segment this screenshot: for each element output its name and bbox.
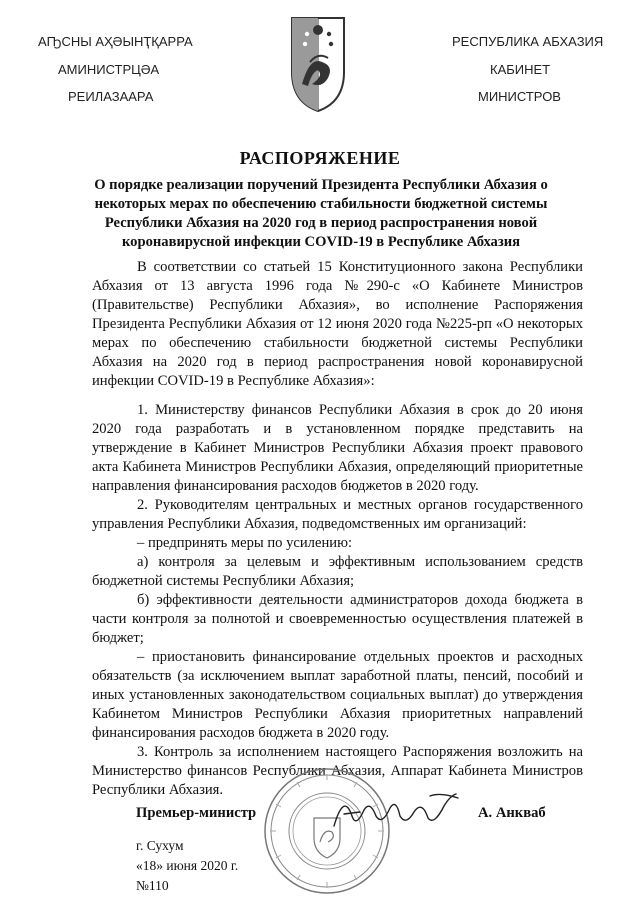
clause-1-paragraph: 1. Министерству финансов Республики Абхазия в срок до 20 июня 2020 года разработать и в установленном порядке представить на утверждение в Кабинет Министров Республики Абхазия проект правового акта Кабинета Министров Республики Абхазия, определяющий приоритетные направления финансирования расходов бюджетов в 2020 году.	[92, 402, 583, 494]
header-right-line-2: КАБИНЕТ	[490, 62, 551, 77]
coat-of-arms-icon	[288, 14, 348, 114]
header-left-line-2: АМИНИСТРЦӘА	[58, 62, 160, 77]
header-left-line-3: РЕИЛАЗААРА	[68, 89, 154, 104]
place-of-issue: г. Сухум	[136, 838, 184, 853]
document-body	[92, 258, 583, 800]
clause-2-item-b: б) эффективности деятельности администраторов дохода бюджета в части контроля за полнотой и своевременностью осуществления платежей в бюджет;	[92, 592, 583, 646]
clause-2-measures-intro: – предпринять меры по усилению:	[137, 535, 353, 551]
document-number: №110	[136, 878, 169, 893]
handwritten-signature-icon	[330, 786, 470, 836]
clause-2-paragraph: 2. Руководителям центральных и местных органов государственного управления Республики Абхазия, подведомственных им организаций:	[92, 497, 583, 532]
header-right-line-1: РЕСПУБЛИКА АБХАЗИЯ	[452, 34, 604, 49]
signatory-position: Премьер-министр	[136, 805, 257, 821]
document-title: РАСПОРЯЖЕНИЕ	[239, 148, 401, 168]
clause-2-suspend-financing: – приостановить финансирование отдельных проектов и расходных обязательств (за исключением выплат заработной платы, пенсий, пособий и иных установленных законодательством социальных выплат) до утверждения Кабинетом Министров Республики Абхазия приоритетных направлений финансирования расходов бюджета в 2020 году.	[92, 649, 583, 741]
preamble-paragraph: В соответствии со статьей 15 Конституционного закона Республики Абхазия от 13 августа 1996 года №290-с «О Кабинете Министров (Правительстве) Республики Абхазия», во исполнение Распоряжения Президента Республики Абхазия от 12 июня 2020 года №225-рп «О некоторых мерах по обеспечению стабильности бюджетной системы Республики Абхазия на 2020 год в период распространения новой коронавирусной инфекции COVID-19 в Республике Абхазия»:	[92, 259, 583, 389]
header-left-line-1: АҦСНЫ АҲӘЫНҬҚАРРА	[38, 34, 193, 49]
clause-2-item-a: а) контроля за целевым и эффективным использованием средств бюджетной системы Республики Абхазия;	[92, 554, 583, 589]
clause-3-paragraph: 3. Контроль за исполнением настоящего Распоряжения возложить на Министерство финансов Республики Абхазия, Аппарат Кабинета Министров Республики Абхазия.	[92, 744, 583, 798]
signatory-name: А. Анкваб	[478, 805, 546, 821]
issue-date: «18» июня 2020 г.	[136, 858, 239, 873]
document-subtitle: О порядке реализации поручений Президента Республики Абхазия о некоторых мерах по обеспечению стабильности бюджетной системы Республики Абхазия на 2020 год в период распространения новой коронавирусной инфекции COVID-19 в Республике Абхазия	[94, 177, 548, 250]
header-right-line-3: МИНИСТРОВ	[478, 89, 561, 104]
